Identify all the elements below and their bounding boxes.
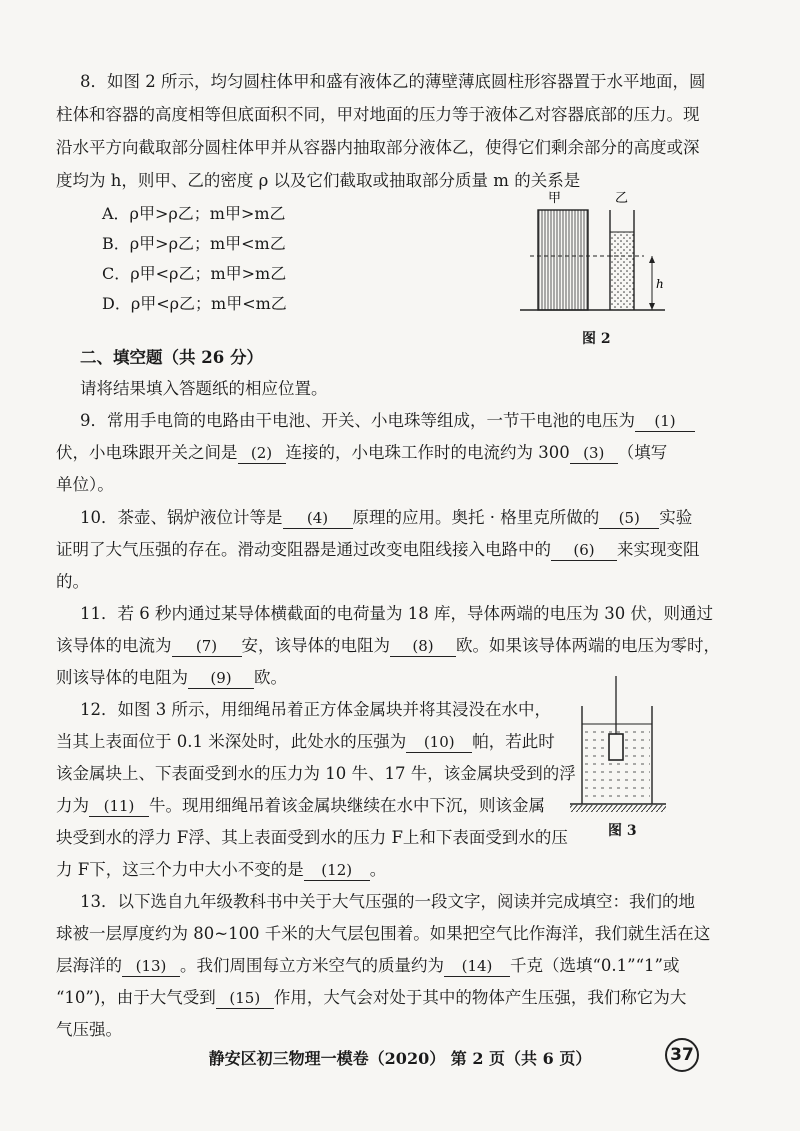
liquid-yi bbox=[610, 232, 634, 310]
q9-line1: 9．常用手电筒的电路由干电池、开关、小电珠等组成，一节干电池的电压为 (1) bbox=[80, 409, 695, 432]
q12-line1: 12．如图 3 所示，用细绳吊着正方体金属块并将其浸没在水中， bbox=[80, 700, 551, 719]
blank-7[interactable]: (7) bbox=[172, 637, 242, 657]
q12-line6: 力 F下，这三个力中大小不变的是 (12) 。 bbox=[56, 860, 387, 879]
fig2-label-jia: 甲 bbox=[548, 191, 562, 206]
cylinder-jia bbox=[538, 210, 588, 310]
blank-1[interactable]: (1) bbox=[635, 412, 695, 432]
q11-line3: 则该导体的电阻为 (9) 欧。 bbox=[56, 668, 287, 687]
fig3-caption: 图 3 bbox=[608, 823, 637, 839]
blank-8[interactable]: (8) bbox=[390, 637, 456, 657]
fig2-label-yi: 乙 bbox=[615, 191, 629, 206]
q12-line3: 该金属块上、下表面受到水的压力为 10 牛、17 牛，该金属块受到的浮 bbox=[56, 764, 576, 783]
q8-line2: 柱体和容器的高度相等但底面积不同，甲对地面的压力等于液体乙对容器底部的压力。现 bbox=[56, 105, 700, 124]
q9-line3: 单位）。 bbox=[56, 475, 114, 494]
figure-2 bbox=[520, 188, 680, 338]
q13-line3: 层海洋的 (13) 。我们周围每立方米空气的质量约为 (14) 千克（选填“0.1”“1”或 bbox=[56, 956, 680, 975]
fig2-caption: 图 2 bbox=[582, 331, 611, 347]
blank-9[interactable]: (9) bbox=[188, 669, 254, 689]
q12-line4: 力为 (11) 牛。现用细绳吊着该金属块继续在水中下沉，则该金属 bbox=[56, 796, 545, 815]
q10-line2: 证明了大气压强的存在。滑动变阻器是通过改变电阻线接入电路中的 (6) 来实现变阻 bbox=[56, 540, 700, 559]
q9-line2: 伏，小电珠跟开关之间是 (2) 连接的，小电珠工作时的电流约为 300 (3) （填写 bbox=[56, 443, 668, 462]
blank-6[interactable]: (6) bbox=[551, 541, 617, 561]
blank-13[interactable]: (13) bbox=[122, 957, 180, 977]
q13-line2: 球被一层厚度约为 80~100 千米的大气层包围着。如果把空气比作海洋，我们就生活在这 bbox=[56, 924, 711, 943]
q10-line1: 10．茶壶、锅炉液位计等是 (4) 原理的应用。奥托 · 格里克所做的 (5) 实验 bbox=[80, 508, 693, 527]
q13-line1: 13．以下选自九年级教科书中关于大气压强的一段文字，阅读并完成填空：我们的地 bbox=[80, 892, 695, 911]
blank-3[interactable]: (3) bbox=[570, 444, 618, 464]
blank-14[interactable]: (14) bbox=[444, 957, 510, 977]
q12-line2: 当其上表面位于 0.1 米深处时，此处水的压强为 (10) 帕，若此时 bbox=[56, 732, 555, 751]
page-footer: 静安区初三物理一模卷（2020） 第 2 页（共 6 页） bbox=[208, 1049, 592, 1068]
q8-line3: 沿水平方向截取部分圆柱体甲并从容器内抽取部分液体乙，使得它们剩余部分的高度或深 bbox=[56, 138, 700, 157]
q8-option-d: D．ρ甲<ρ乙；m甲<m乙 bbox=[102, 294, 287, 313]
blank-12[interactable]: (12) bbox=[304, 861, 370, 881]
q13-line4: “10”)，由于大气受到 (15) 作用，大气会对处于其中的物体产生压强，我们称它为大 bbox=[56, 988, 687, 1007]
q8-option-b: B．ρ甲>ρ乙；m甲<m乙 bbox=[102, 234, 286, 253]
fig2-label-h: h bbox=[656, 277, 664, 291]
section-instruction: 请将结果填入答题纸的相应位置。 bbox=[80, 379, 328, 398]
metal-cube bbox=[609, 734, 623, 760]
page-number-circle: 37 bbox=[665, 1038, 699, 1072]
q13-line5: 气压强。 bbox=[56, 1020, 122, 1039]
blank-10[interactable]: (10) bbox=[406, 733, 472, 753]
q10-line3: 的。 bbox=[56, 572, 89, 591]
q8-option-c: C．ρ甲<ρ乙；m甲>m乙 bbox=[102, 264, 287, 283]
q8-line1: 8．如图 2 所示，均匀圆柱体甲和盛有液体乙的薄壁薄底圆柱形容器置于水平地面，圆 bbox=[80, 72, 706, 91]
q11-line1: 11．若 6 秒内通过某导体横截面的电荷量为 18 库，导体两端的电压为 30 伏，则通过 bbox=[80, 604, 713, 623]
q8-option-a: A．ρ甲>ρ乙；m甲>m乙 bbox=[102, 204, 286, 223]
section-title: 二、填空题（共 26 分） bbox=[80, 348, 263, 367]
blank-2[interactable]: (2) bbox=[238, 444, 286, 464]
q8-line4: 度均为 h，则甲、乙的密度 ρ 以及它们截取或抽取部分质量 m 的关系是 bbox=[56, 171, 581, 190]
blank-15[interactable]: (15) bbox=[216, 989, 274, 1009]
q12-line5: 块受到水的浮力 F浮、其上表面受到水的压力 F上和下表面受到水的压 bbox=[56, 828, 568, 847]
ground-hatch bbox=[570, 805, 666, 812]
figure-3 bbox=[568, 672, 678, 818]
blank-11[interactable]: (11) bbox=[89, 797, 149, 817]
blank-5[interactable]: (5) bbox=[599, 509, 659, 529]
q11-line2: 该导体的电流为 (7) 安，该导体的电阻为 (8) 欧。如果该导体两端的电压为零时， bbox=[56, 636, 720, 655]
blank-4[interactable]: (4) bbox=[283, 509, 353, 529]
